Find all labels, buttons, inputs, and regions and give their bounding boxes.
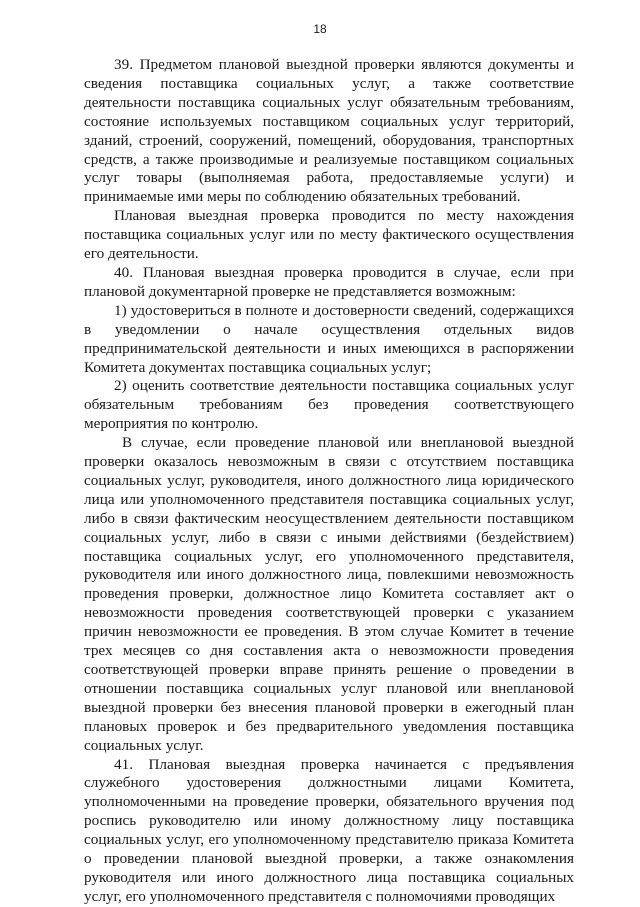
- paragraph-40-item-2: 2) оценить соответствие деятельности поставщика социальных услуг обязательным требованиям без проведения соответствующего мероприятия по контролю.: [84, 377, 574, 433]
- paragraph-40: 40. Плановая выездная проверка проводится в случае, если при плановой документарной проверке не представляется возможным:: [84, 263, 574, 300]
- paragraph-39: 39. Предметом плановой выездной проверки являются документы и сведения поставщика социальных услуг, а также соответствие деятельности поставщика социальных услуг обязательным требованиям, состояние используемых поставщиком социальных услуг территорий, зданий, строений, сооружений, помещений, оборудования, транспортных средств, а также производимые и реализуемые поставщиком социальных услуг товары (выполняемая работа, предоставляемые услуги) и принимаемые ими меры по соблюдению обязательных требований.: [84, 56, 574, 206]
- paragraph-40-item-1: 1) удостовериться в полноте и достоверности сведений, содержащихся в уведомлении о начале осуществления отдельных видов предпринимательской деятельности и иных имеющихся в распоряжении Комитета документах поставщика социальных услуг;: [84, 301, 574, 376]
- document-body: [84, 56, 574, 907]
- paragraph-onsite-location: Плановая выездная проверка проводится по месту нахождения поставщика социальных услуг или по месту фактического осуществления его деятельности.: [84, 207, 574, 263]
- paragraph-41: 41. Плановая выездная проверка начинается с предъявления служебного удостоверения должностными лицами Комитета, уполномоченными на проведение проверки, обязательного вручения под роспись руководителю или иному должностному лицу поставщика социальных услуг, его уполномоченному представителю приказа Комитета о проведении плановой выездной проверки, а также ознакомления руководителя или иного должностного лица поставщика социальных услуг, его уполномоченного представителя с полномочиями проводящих: [84, 755, 574, 905]
- page-number: 18: [313, 22, 327, 36]
- paragraph-impossibility-case: В случае, если проведение плановой или внеплановой выездной проверки оказалось невозможным в связи с отсутствием поставщика социальных услуг, руководителя, иного должностного лица юридического лица или уполномоченного представителя поставщика социальных услуг, либо в связи фактическим неосуществлением деятельности поставщиком социальных услуг, либо в связи с иными действиями (бездействием) поставщика социальных услуг, его уполномоченного представителя, руководителя или иного должностного лица, повлекшими невозможность проведения проверки, должностное лицо Комитета составляет акт о невозможности проведения соответствующей проверки с указанием причин невозможности ее проведения. В этом случае Комитет в течение трех месяцев со дня составления акта о невозможности проведения соответствующей проверки вправе принять решение о проведении в отношении поставщика социальных услуг плановой или внеплановой выездной проверки без внесения плановой проверки в ежегодный план плановых проверок и без предварительного уведомления поставщика социальных услуг.: [84, 434, 574, 754]
